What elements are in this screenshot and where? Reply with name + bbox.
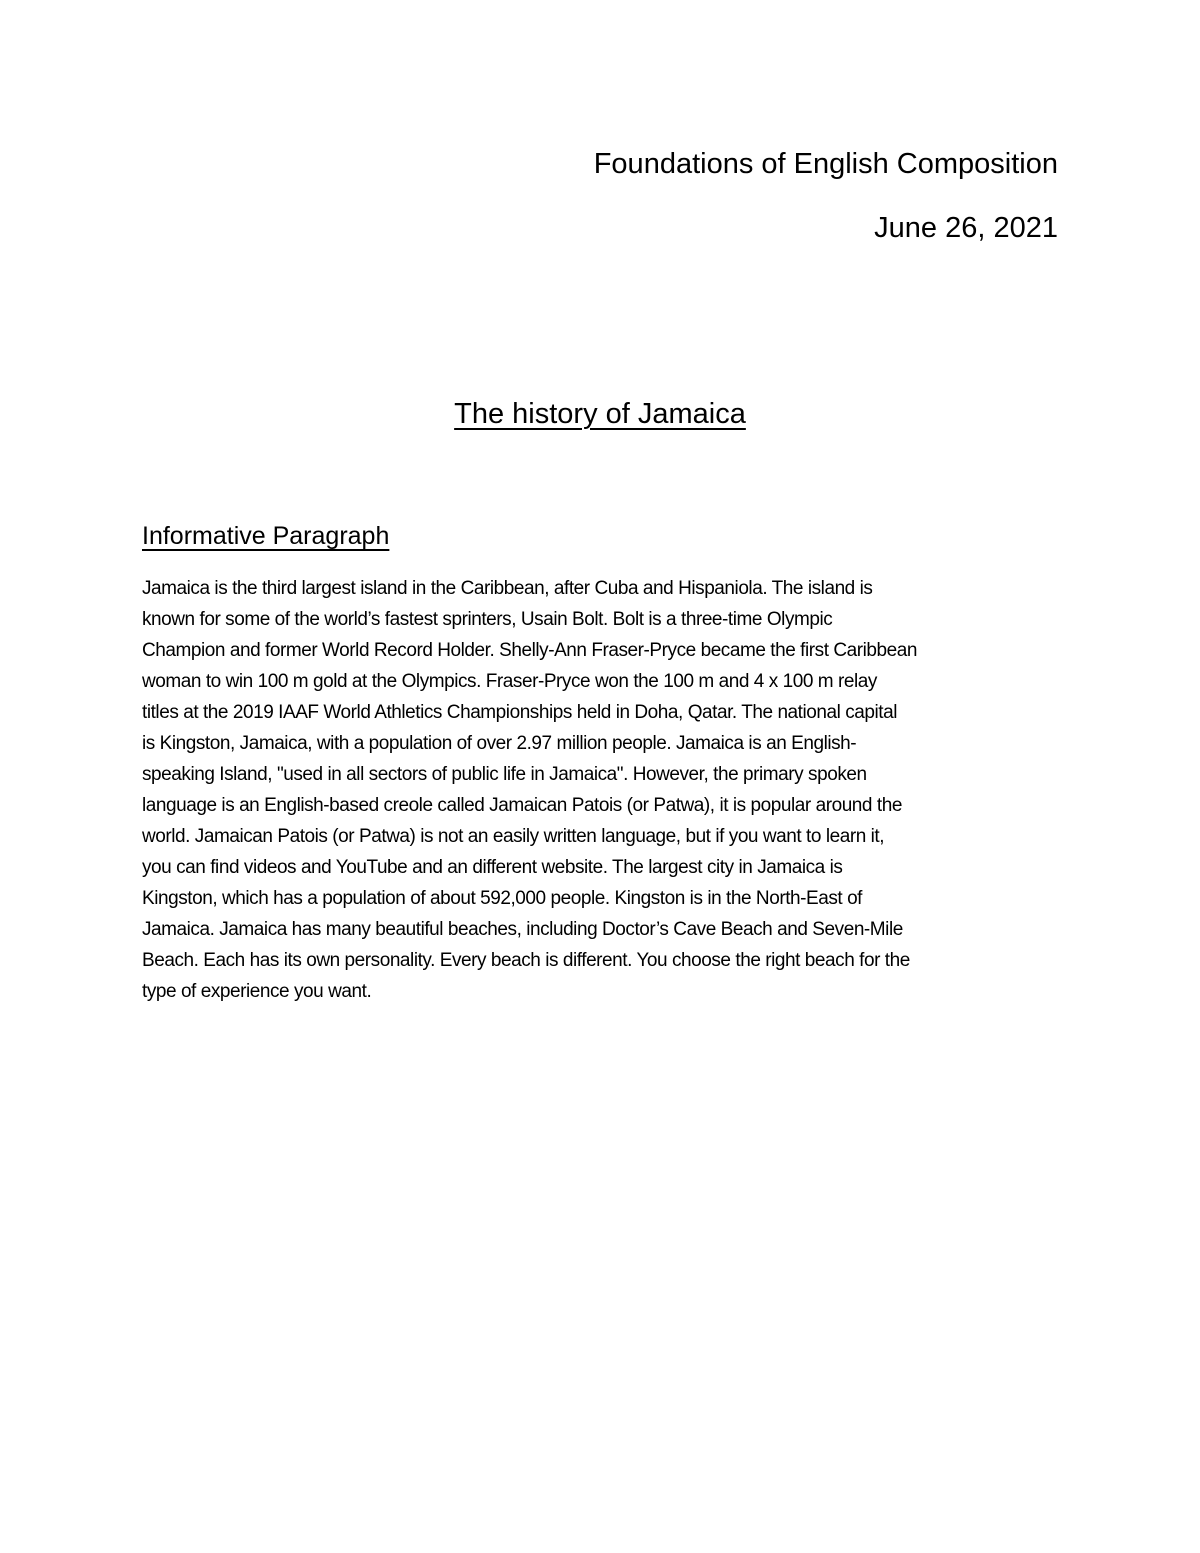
paragraph-line: Beach. Each has its own personality. Every beach is different. You choose the right beach for the [142,950,910,971]
paragraph-line: language is an English-based creole called Jamaican Patois (or Patwa), it is popular around the [142,795,902,816]
paragraph-line: woman to win 100 m gold at the Olympics. Fraser-Pryce won the 100 m and 4 x 100 m relay [142,671,877,692]
document-title-block [0,394,1200,434]
paragraph-line: Jamaica. Jamaica has many beautiful beaches, including Doctor’s Cave Beach and Seven-Mile [142,919,903,940]
section-heading: Informative Paragraph [142,522,390,550]
informative-paragraph [142,573,1058,1007]
paragraph-line: world. Jamaican Patois (or Patwa) is not an easily written language, but if you want to learn it, [142,826,885,847]
paragraph-line: titles at the 2019 IAAF World Athletics Championships held in Doha, Qatar. The national capital [142,702,897,723]
paragraph-line: speaking Island, "used in all sectors of public life in Jamaica". However, the primary spoken [142,764,867,785]
paragraph-line: Champion and former World Record Holder. Shelly-Ann Fraser-Pryce became the first Caribbean [142,640,917,661]
paragraph-line: you can find videos and YouTube and an different website. The largest city in Jamaica is [142,857,843,878]
document-title: The history of Jamaica [454,398,746,430]
course-name: Foundations of English Composition [593,148,1058,180]
paragraph-line: known for some of the world’s fastest sprinters, Usain Bolt. Bolt is a three-time Olympic [142,609,833,630]
paragraph-line: is Kingston, Jamaica, with a population of over 2.97 million people. Jamaica is an English- [142,733,857,754]
document-date: June 26, 2021 [874,212,1058,244]
paragraph-line: Kingston, which has a population of about 592,000 people. Kingston is in the North-East of [142,888,863,909]
paragraph-line: type of experience you want. [142,981,372,1002]
paragraph-line: Jamaica is the third largest island in the Caribbean, after Cuba and Hispaniola. The island is [142,578,873,599]
